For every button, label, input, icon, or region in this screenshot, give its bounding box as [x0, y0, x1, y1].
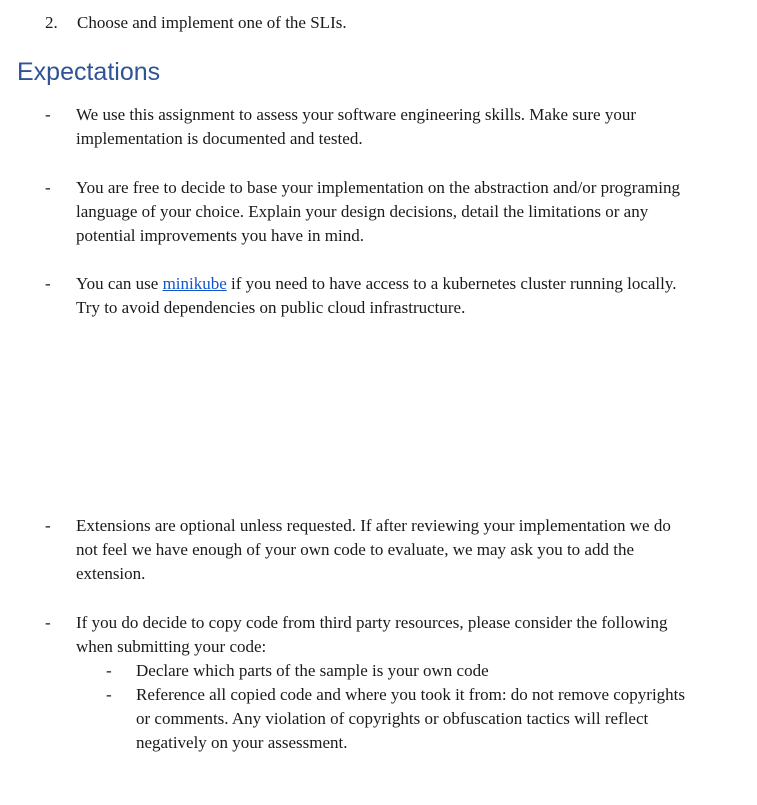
list-number: 2. — [45, 13, 58, 32]
sub-bullet-text: Declare which parts of the sample is your own code — [136, 661, 489, 680]
bullet-item — [45, 611, 685, 755]
sub-bullet-item — [106, 659, 696, 683]
bullet-item — [45, 176, 685, 248]
bullet-item — [45, 103, 685, 151]
bullet-text: You are free to decide to base your implementation on the abstraction and/or programing language of your choice. Explain your design decisions, detail the limitations or any potential improvements you have in mind. — [76, 178, 680, 245]
minikube-link[interactable]: minikube — [162, 274, 227, 293]
section-heading: Expectations — [17, 58, 161, 86]
sub-bullet-item — [106, 683, 696, 755]
bullet-item — [45, 514, 685, 586]
sub-bullet-dash: - — [106, 685, 112, 704]
bullet-text-before: You can use — [76, 274, 163, 293]
bullet-dash: - — [45, 178, 51, 197]
sub-bullet-text: Reference all copied code and where you took it from: do not remove copyrights or comments. Any violation of copyrights or obfuscation tactics will reflect negatively on your assessment. — [136, 685, 686, 752]
bullet-text: If you do decide to copy code from third party resources, please consider the following when submitting your code: — [76, 613, 668, 656]
bullet-text: Extensions are optional unless requested. If after reviewing your implementation we do not feel we have enough of your own code to evaluate, we may ask you to add the extension. — [76, 516, 671, 583]
sub-bullet-dash: - — [106, 661, 112, 680]
bullet-dash: - — [45, 516, 51, 535]
bullet-text — [76, 272, 685, 320]
bullet-dash: - — [45, 105, 51, 124]
bullet-dash: - — [45, 274, 51, 293]
bullet-dash: - — [45, 613, 51, 632]
bullet-item — [45, 272, 685, 320]
bullet-text: We use this assignment to assess your software engineering skills. Make sure your implementation is documented and tested. — [76, 105, 636, 148]
numbered-list-item — [45, 11, 347, 35]
bullet-text-after: if you need to have access to a kubernetes cluster running locally. Try to avoid dependencies on public cloud infrastructure. — [76, 274, 677, 317]
list-item-text: Choose and implement one of the SLIs. — [77, 13, 347, 32]
